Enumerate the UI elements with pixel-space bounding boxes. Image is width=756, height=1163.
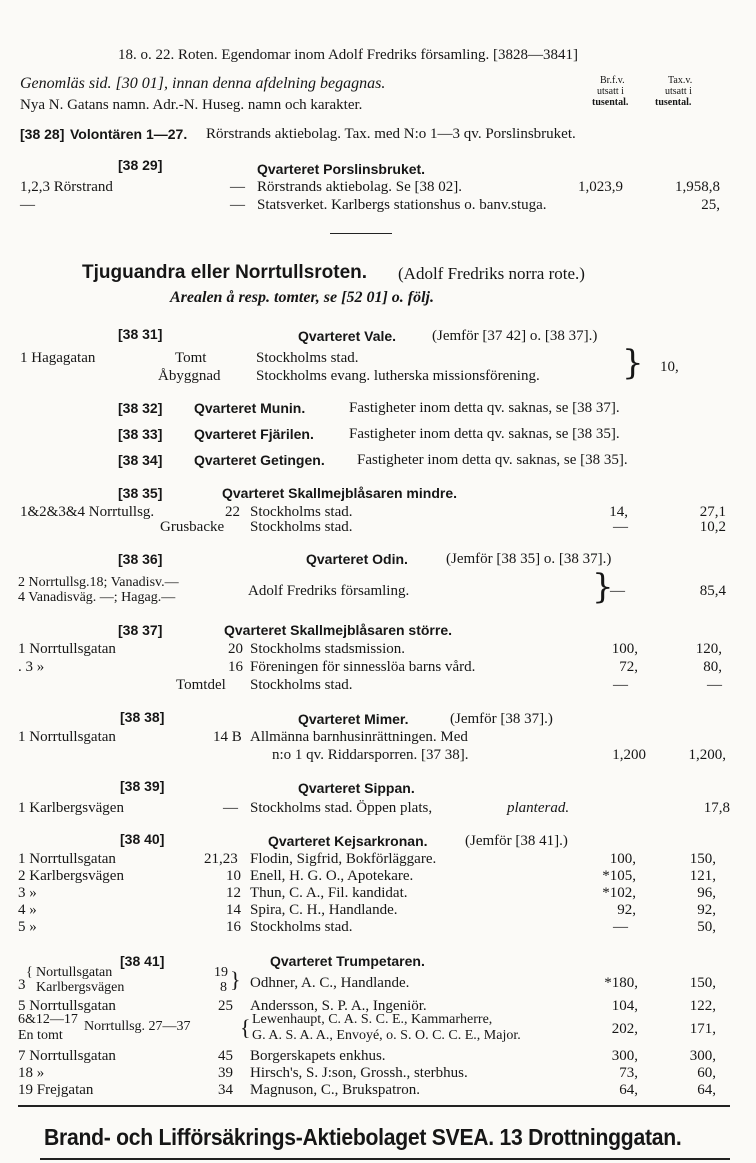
section-3836-ref: (Jemför [38 35] o. [38 37].) — [446, 551, 612, 567]
owner: Flodin, Sigfrid, Bokförläggare. — [250, 851, 437, 867]
section-3833-num: [38 33] — [118, 426, 163, 442]
owner: Rörstrands aktiebolag. Se [38 02]. — [257, 179, 462, 195]
divider — [330, 233, 392, 234]
owner: G. A. S. A. A., Envoyé, o. S. O. C. C. E., Major. — [252, 1028, 521, 1043]
owner: Föreningen för sinnesslöa barns vård. — [250, 659, 476, 675]
owner: Stockholms stad. — [250, 677, 353, 693]
section-3831-ref: (Jemför [37 42] o. [38 37].) — [432, 328, 598, 344]
owner: Borgerskapets enkhus. — [250, 1048, 386, 1064]
section-3829-name: Qvarteret Porslinsbruket. — [257, 161, 426, 177]
insurance-value: 72, — [619, 659, 638, 675]
house-number: 16 — [226, 919, 241, 935]
running-header: 18. o. 22. Roten. Egendomar inom Adolf Fredriks församling. [3828—3841] — [118, 47, 578, 63]
section-3832-name: Qvarteret Munin. — [194, 400, 306, 416]
owner: Stockholms stad. — [250, 519, 353, 535]
address: 2 Karlbergsvägen — [18, 868, 124, 884]
address: Tomtdel — [176, 677, 226, 693]
insurance-value: 100, — [611, 641, 638, 657]
owner: Stockholms stad. — [250, 504, 353, 520]
section-3829-num: [38 29] — [118, 157, 163, 173]
address: 6&12—17 — [18, 1012, 78, 1027]
address: 1&2&3&4 Norrtullsg. — [20, 504, 155, 520]
house-number: 34 — [218, 1082, 233, 1098]
taxv-heading: Tax.v. — [668, 75, 693, 86]
footer-underline — [40, 1158, 730, 1160]
brace: } — [592, 567, 614, 607]
insurance-value: 202, — [611, 1021, 638, 1037]
insurance-value: 300, — [611, 1048, 638, 1064]
insurance-value: *102, — [602, 885, 636, 901]
section-3833-text: Fastigheter inom detta qv. saknas, se [38 35]. — [349, 426, 620, 442]
insurance-value: *180, — [604, 975, 638, 991]
column-legend: Nya N. Gatans namn. Adr.-N. Huseg. namn och karakter. — [20, 97, 363, 113]
section-3835-name: Qvarteret Skallmejblåsaren mindre. — [222, 485, 457, 501]
section-3840-num: [38 40] — [120, 831, 165, 847]
house-number: 21,23 — [204, 851, 238, 867]
tax-value: 122, — [689, 998, 716, 1014]
brace: { — [26, 965, 33, 980]
house-number: 19 — [214, 965, 228, 980]
house-number: — — [223, 800, 238, 816]
brace: } — [622, 343, 644, 383]
section-3831-name: Qvarteret Vale. — [298, 328, 397, 344]
insurance-value: 64, — [619, 1082, 638, 1098]
insurance-value: 73, — [619, 1065, 638, 1081]
owner: Lewenhaupt, C. A. S. C. E., Kammarherre, — [252, 1012, 493, 1027]
insurance-value: — — [613, 677, 628, 693]
footer-rule — [18, 1105, 730, 1107]
tax-value: 50, — [697, 919, 716, 935]
tax-value: 150, — [689, 975, 716, 991]
address-number: 3 — [18, 977, 26, 993]
section-3841-num: [38 41] — [120, 953, 165, 969]
tax-value: 96, — [697, 885, 716, 901]
insurance-value: 92, — [617, 902, 636, 918]
section-3839-num: [38 39] — [120, 778, 165, 794]
address: 7 Norrtullsgatan — [18, 1048, 116, 1064]
footer-advertisement: Brand- och Lifförsäkrings-Aktiebolaget SVEA. 13 Drottninggatan. — [44, 1124, 682, 1150]
insurance-value: *105, — [602, 868, 636, 884]
house-number: 10 — [226, 868, 241, 884]
section-3834-num: [38 34] — [118, 452, 163, 468]
tax-value: 10,2 — [699, 519, 726, 535]
rote-title: Tjuguandra eller Norrtullsroten. — [82, 262, 368, 283]
section-3836-name: Qvarteret Odin. — [306, 551, 408, 567]
section-3832-num: [38 32] — [118, 400, 163, 416]
house-number: 45 — [218, 1048, 233, 1064]
tax-value: 1,958,8 — [675, 179, 720, 195]
owner-note: planterad. — [507, 800, 570, 816]
tax-value: 64, — [697, 1082, 716, 1098]
insurance-value: 14, — [609, 504, 628, 520]
address: 3 » — [18, 885, 37, 901]
section-3840-name: Qvarteret Kejsarkronan. — [268, 833, 428, 849]
address: 18 » — [18, 1065, 45, 1081]
taxv-unit: tusental. — [655, 97, 692, 108]
owner: Spira, C. H., Handlande. — [250, 902, 398, 918]
owner: Magnuson, C., Brukspatron. — [250, 1082, 420, 1098]
address: 5 Norrtullsgatan — [18, 998, 116, 1014]
tax-value: 92, — [697, 902, 716, 918]
section-3839-name: Qvarteret Sippan. — [298, 780, 415, 796]
address: Nortullsgatan — [36, 965, 113, 980]
section-3837-num: [38 37] — [118, 622, 163, 638]
property-kind: Tomt — [175, 350, 207, 366]
taxv-sub: utsatt i — [665, 86, 692, 97]
rote-area-note: Arealen å resp. tomter, se [52 01] o. följ. — [170, 289, 434, 306]
house-number: 12 — [226, 885, 241, 901]
tax-value: 17,8 — [703, 800, 730, 816]
address: 1,2,3 Rörstrand — [20, 179, 113, 195]
owner: Stockholms stadsmission. — [250, 641, 406, 657]
section-3836-num: [38 36] — [118, 551, 163, 567]
section-3828-num: [38 28] — [20, 126, 65, 142]
section-3833-name: Qvarteret Fjärilen. — [194, 426, 314, 442]
owner: Adolf Fredriks församling. — [248, 583, 410, 599]
address: 2 Norrtullsg.18; Vanadisv.— — [18, 575, 179, 590]
owner: Stockholms stad. — [250, 919, 353, 935]
insurance-value: 104, — [611, 998, 638, 1014]
address: 5 » — [18, 919, 37, 935]
house-number: 14 — [226, 902, 241, 918]
house-number: 25 — [218, 998, 233, 1014]
insurance-value: — — [613, 919, 628, 935]
brfv-heading: Br.f.v. — [600, 75, 625, 86]
brace: } — [230, 967, 241, 992]
address: 1 Norrtullsgatan — [18, 851, 116, 867]
rote-subtitle: (Adolf Fredriks norra rote.) — [398, 264, 585, 283]
section-3841-name: Qvarteret Trumpetaren. — [270, 953, 425, 969]
tax-value: — — [707, 677, 722, 693]
address: 1 Norrtullsgatan — [18, 641, 116, 657]
owner: Stockholms evang. lutherska missionsförening. — [256, 368, 540, 384]
tax-value: 300, — [689, 1048, 716, 1064]
address: 1 Hagagatan — [20, 350, 96, 366]
section-3840-ref: (Jemför [38 41].) — [465, 833, 568, 849]
section-3837-name: Qvarteret Skallmejblåsaren större. — [224, 622, 453, 638]
address: En tomt — [18, 1028, 63, 1043]
owner: Odhner, A. C., Handlande. — [250, 975, 410, 991]
address: Karlbergsvägen — [36, 980, 125, 995]
section-3838-num: [38 38] — [120, 709, 165, 725]
street: Norrtullsg. 27—37 — [84, 1019, 191, 1034]
address: — — [20, 197, 35, 213]
header-instruction: Genomläs sid. [30 01], innan denna afdelning begagnas. — [20, 75, 386, 92]
insurance-value: — — [610, 583, 625, 599]
house-number: 39 — [218, 1065, 233, 1081]
address: . 3 » — [18, 659, 45, 675]
section-3838-name: Qvarteret Mimer. — [298, 711, 409, 727]
property-kind: Åbyggnad — [158, 368, 221, 384]
tax-value: 1,200, — [688, 747, 726, 763]
brfv-sub: utsatt i — [597, 86, 624, 97]
tax-value: 171, — [689, 1021, 716, 1037]
section-3835-num: [38 35] — [118, 485, 163, 501]
address: 19 Frejgatan — [18, 1082, 94, 1098]
owner: Statsverket. Karlbergs stationshus o. banv.stuga. — [257, 197, 547, 213]
brace: { — [240, 1015, 251, 1040]
section-3828-name: Volontären 1—27. — [70, 126, 188, 142]
owner: n:o 1 qv. Riddarsporren. [37 38]. — [272, 747, 469, 763]
tax-value: 25, — [701, 197, 720, 213]
owner: Hirsch's, S. J:son, Grossh., sterbhus. — [250, 1065, 468, 1081]
tax-value: 10, — [660, 359, 679, 375]
house-number: — — [230, 179, 245, 195]
owner: Thun, C. A., Fil. kandidat. — [250, 885, 408, 901]
tax-value: 80, — [703, 659, 722, 675]
owner: Allmänna barnhusinrättningen. Med — [250, 729, 468, 745]
tax-value: 27,1 — [699, 504, 726, 520]
insurance-value: 100, — [609, 851, 636, 867]
insurance-value: 1,023,9 — [578, 179, 623, 195]
section-3834-name: Qvarteret Getingen. — [194, 452, 325, 468]
house-number: 22 — [225, 504, 240, 520]
section-3832-text: Fastigheter inom detta qv. saknas, se [38 37]. — [349, 400, 620, 416]
house-number: — — [230, 197, 245, 213]
insurance-value: — — [613, 519, 628, 535]
owner: Stockholms stad. — [256, 350, 359, 366]
address: Grusbacke — [160, 519, 225, 535]
address: 1 Karlbergsvägen — [18, 800, 124, 816]
tax-value: 60, — [697, 1065, 716, 1081]
tax-value: 120, — [695, 641, 722, 657]
owner: Andersson, S. P. A., Ingeniör. — [250, 998, 427, 1014]
insurance-value: 1,200 — [612, 747, 646, 763]
house-number: 14 B — [213, 729, 242, 745]
section-3831-num: [38 31] — [118, 326, 163, 342]
tax-value: 85,4 — [699, 583, 726, 599]
tax-value: 121, — [689, 868, 716, 884]
address: 4 Vanadisväg. —; Hagag.— — [18, 590, 176, 605]
section-3838-ref: (Jemför [38 37].) — [450, 711, 553, 727]
owner: Enell, H. G. O., Apotekare. — [250, 868, 414, 884]
brfv-unit: tusental. — [592, 97, 629, 108]
section-3834-text: Fastigheter inom detta qv. saknas, se [38 35]. — [357, 452, 628, 468]
owner: Stockholms stad. Öppen plats, — [250, 800, 433, 816]
tax-value: 150, — [689, 851, 716, 867]
address: 1 Norrtullsgatan — [18, 729, 116, 745]
section-3828-text: Rörstrands aktiebolag. Tax. med N:o 1—3 qv. Porslinsbruket. — [206, 126, 576, 142]
house-number: 16 — [228, 659, 243, 675]
house-number: 20 — [228, 641, 243, 657]
house-number: 8 — [220, 980, 227, 995]
address: 4 » — [18, 902, 37, 918]
